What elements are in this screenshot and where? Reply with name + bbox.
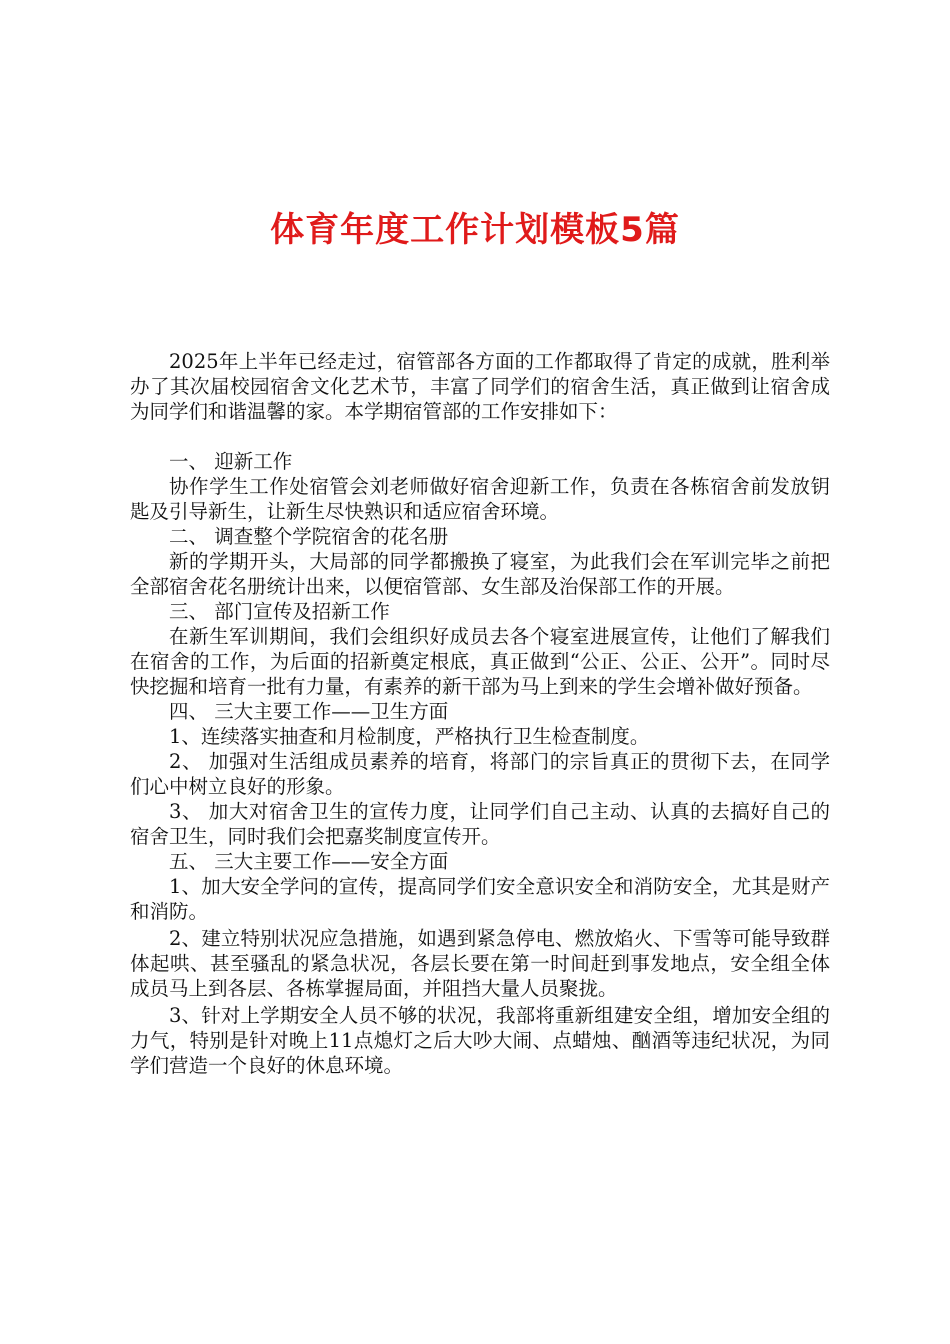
section-paragraph: 1、加大安全学问的宣传，提高同学们安全意识安全和消防安全，尤其是财产和消防。 [130, 875, 830, 923]
section-heading: 五、 三大主要工作——安全方面 [169, 850, 449, 873]
document-body [130, 349, 830, 1078]
section-paragraph: 新的学期开头，大局部的同学都搬换了寝室，为此我们会在军训完毕之前把全部宿舍花名册统计出来，以便宿管部、女生部及治保部工作的开展。 [130, 550, 830, 598]
section-paragraph: 2、 加强对生活组成员素养的培育，将部门的宗旨真正的贯彻下去，在同学们心中树立良好的形象。 [130, 750, 830, 798]
section-paragraph: 在新生军训期间，我们会组织好成员去各个寝室进展宣传，让他们了解我们在宿舍的工作，为后面的招新奠定根底，真正做到“公正、公正、公开”。同时尽快挖掘和培育一批有力量，有素养的新干部为马上到来的学生会增补做好预备。 [130, 625, 830, 698]
section-paragraph: 1、连续落实抽查和月检制度，严格执行卫生检查制度。 [169, 725, 650, 748]
intro-paragraph: 2025年上半年已经走过，宿管部各方面的工作都取得了肯定的成就，胜利举办了其次届校园宿舍文化艺术节，丰富了同学们的宿舍生活，真正做到让宿舍成为同学们和谐温馨的家。本学期宿管部的工作安排如下： [130, 350, 830, 423]
section-5 [130, 849, 830, 1078]
section-heading: 一、 迎新工作 [169, 450, 293, 473]
section-heading: 三、 部门宣传及招新工作 [169, 600, 390, 623]
document-title: 体育年度工作计划模板5篇 [270, 210, 680, 250]
section-heading: 四、 三大主要工作——卫生方面 [169, 700, 449, 723]
section-1 [130, 449, 830, 524]
section-4 [130, 699, 830, 849]
section-paragraph: 协作学生工作处宿管会刘老师做好宿舍迎新工作，负责在各栋宿舍前发放钥匙及引导新生，让新生尽快熟识和适应宿舍环境。 [130, 475, 830, 523]
section-3 [130, 599, 830, 699]
section-2 [130, 524, 830, 599]
section-paragraph: 3、针对上学期安全人员不够的状况，我部将重新组建安全组，增加安全组的力气，特别是针对晚上11点熄灯之后大吵大闹、点蜡烛、酗酒等违纪状况，为同学们营造一个良好的休息环境。 [130, 1004, 830, 1077]
section-paragraph: 2、建立特别状况应急措施，如遇到紧急停电、燃放焰火、下雪等可能导致群体起哄、甚至骚乱的紧急状况，各层长要在第一时间赶到事发地点，安全组全体成员马上到各层、各栋掌握局面，并阻挡大量人员聚拢。 [130, 927, 830, 1000]
section-heading: 二、 调查整个学院宿舍的花名册 [169, 525, 449, 548]
section-paragraph: 3、 加大对宿舍卫生的宣传力度，让同学们自己主动、认真的去搞好自己的宿舍卫生，同时我们会把嘉奖制度宣传开。 [130, 800, 830, 848]
